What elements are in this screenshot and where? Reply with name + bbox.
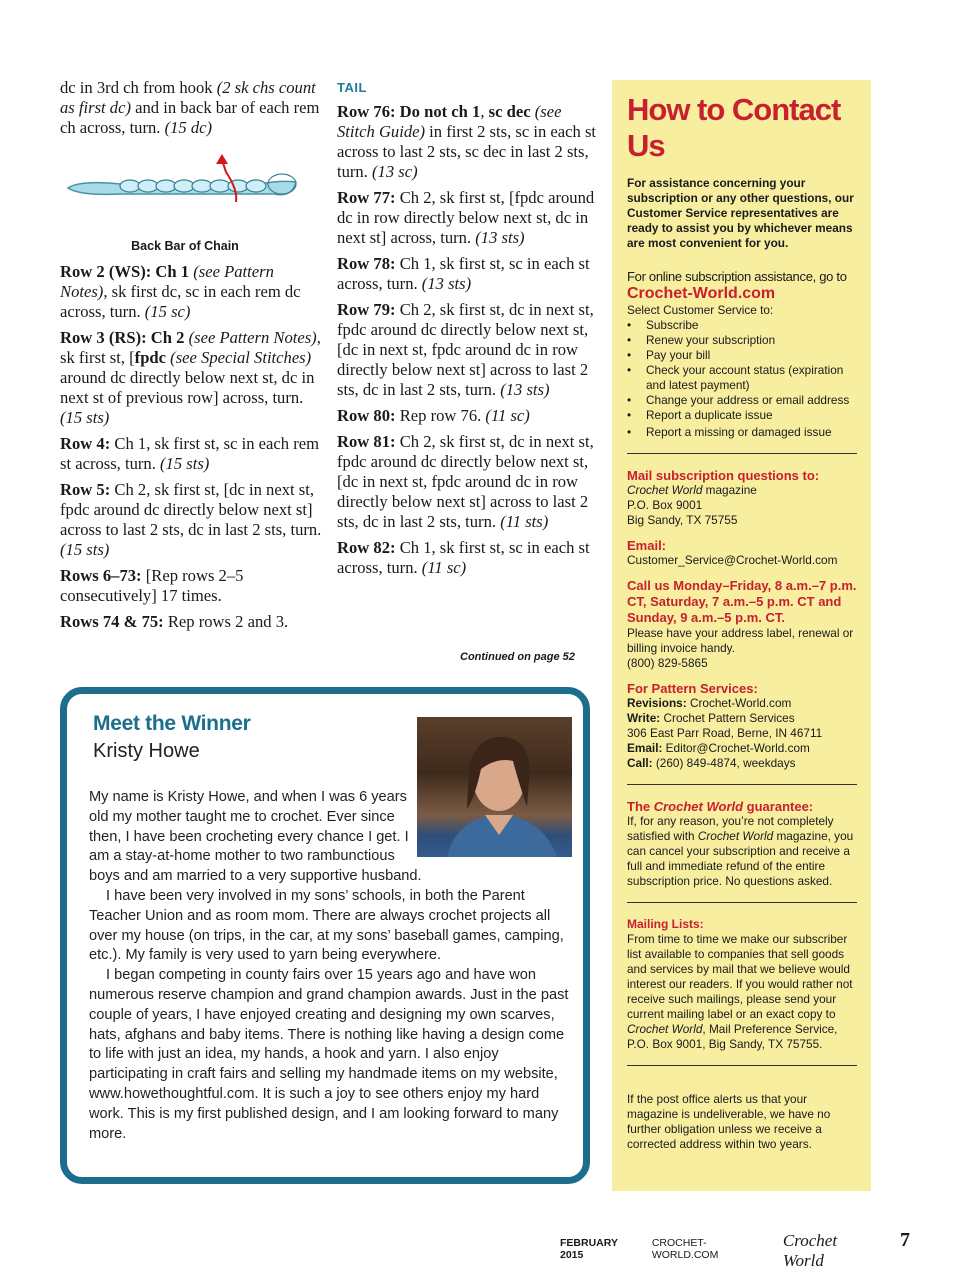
figure-caption: Back Bar of Chain [131, 239, 239, 253]
label: Call: [627, 756, 653, 770]
call-section [627, 578, 857, 671]
service-options [627, 318, 857, 440]
winner-title: Meet the Winner [93, 712, 251, 735]
text: If, for any reason, you’re not completely satisfied with [627, 814, 834, 843]
winner-bio [89, 788, 571, 1144]
call-heading: Call us Monday–Friday, 8 a.m.–7 p.m. CT, Saturday, 7 a.m.–5 p.m. CT and Sunday, 9 a.m.–5 p.m. CT. [627, 578, 857, 625]
row-2 [60, 262, 322, 322]
divider [627, 784, 857, 785]
rows-74-75 [60, 612, 322, 632]
row-text: [Rep rows 2–5 consecutively] 17 times. [60, 566, 244, 605]
row-label: Row 3 (RS): Ch 2 [60, 328, 185, 347]
row-label: Rows 74 & 75: [60, 612, 164, 631]
label: Write: [627, 711, 661, 725]
value: Crochet Pattern Services [660, 711, 795, 725]
list-item: • Change your address or email address [627, 393, 857, 408]
back-bar-of-chain-illustration [60, 150, 322, 240]
text: From time to time we make our subscriber list available to companies that sell goods and services by mail that we believe would interest our readers. If you would rather not receive such mailings, please send your current mailing label or an exact copy to [627, 932, 853, 1021]
row-label: Row 82: [337, 538, 396, 557]
mag-title: Crochet World [627, 483, 703, 497]
row-count: (13 sts) [500, 380, 550, 399]
row-text: , sk first st, [ [60, 328, 321, 367]
pattern-call-line [627, 756, 857, 771]
row-label: Row 5: [60, 480, 111, 499]
value: (260) 849-4874, weekdays [652, 756, 796, 770]
row-text: Ch 1, sk first st, sc in each st across, turn. [337, 538, 590, 577]
row-italic: (see Special Stitches) [166, 348, 312, 367]
row-count: (11 sc) [421, 558, 467, 577]
sidebar-title: How to Contact Us [627, 92, 841, 163]
divider [627, 453, 857, 454]
pattern-heading: For Pattern Services: [627, 681, 758, 696]
list-item: • Report a missing or damaged issue [627, 425, 857, 440]
post-office-note: If the post office alerts us that your magazine is undeliverable, we have no further obligation unless we receive a corrected address within two years. [627, 1092, 831, 1151]
text: , Mail Preference Service, P.O. Box 9001, Big Sandy, TX 75755. [627, 1022, 838, 1051]
contact-sidebar [612, 80, 871, 1191]
row-label: Row 79: [337, 300, 396, 319]
label: Revisions: [627, 696, 687, 710]
row-text: Ch 2, sk first st, [dc in next st, fpdc around dc directly below next st] across to last 2 sts, dc in last 2 sts, turn. [60, 480, 322, 539]
row-label: Row 78: [337, 254, 396, 273]
sidebar-intro: For assistance concerning your subscription or any other questions, our Customer Service representatives are ready to assist you by whichever means are most convenient for you. [627, 176, 854, 250]
row-text: in first 2 sts, sc in each st across to last 2 sts, sc dec in last 2 sts, turn. [337, 122, 597, 181]
rows-6-73 [60, 566, 322, 606]
text: magazine, you can cancel your subscription and receive a full and immediate refund of the entire subscription price. No questions asked. [627, 829, 854, 888]
continued-note: Continued on page 52 [460, 651, 575, 663]
mag-title: Crochet World [627, 1022, 703, 1036]
page-number: 7 [900, 1229, 910, 1251]
guarantee-section [627, 799, 857, 889]
bio-paragraph: I have been very involved in my sons’ schools, in both the Parent Teacher Union and as room mom. There are always crochet projects all over my house (on trips, in the car, at my sons’ baseball games, camping, etc.). My family is very used to yarn being everywhere. [89, 887, 564, 964]
online-label: For online subscription assistance, go to [627, 269, 847, 284]
row-80 [337, 406, 599, 426]
guarantee-text [627, 814, 857, 889]
row-82 [337, 538, 599, 578]
text: The [627, 799, 654, 814]
list-item: • Report a duplicate issue [627, 408, 857, 423]
intro-text [60, 78, 322, 138]
winner-name: Kristy Howe [93, 740, 200, 762]
list-item: • Subscribe [627, 318, 857, 333]
row-text: Rep row 76. [395, 406, 486, 425]
row-3 [60, 328, 322, 428]
mail-section [627, 468, 857, 528]
row-text: Ch 1, sk first st, sc in each st across, turn. [337, 254, 590, 293]
email-heading: Email: [627, 538, 667, 553]
row-label: Row 81: [337, 432, 396, 451]
call-text: Please have your address label, renewal or billing invoice handy. [627, 626, 854, 655]
mag-title: Crochet World [653, 799, 744, 814]
label: Email: [627, 741, 663, 755]
row-text: Ch 2, sk first st, dc in next st, fpdc around dc directly below next st, [dc in next st, fpdc around dc in row directly below next st] across to last 2 sts, dc in last 2 sts, turn. [337, 300, 594, 399]
email-section [627, 538, 857, 568]
row-label: Row 2 (WS): Ch 1 [60, 262, 190, 281]
list-item: • Renew your subscription [627, 333, 857, 348]
row-label: Rows 6–73: [60, 566, 142, 585]
intro-b: and in back bar of each rem ch across, turn. [60, 98, 320, 137]
call-phone: (800) 829-5865 [627, 656, 708, 670]
mail-box: P.O. Box 9001 [627, 498, 703, 512]
guarantee-heading [627, 799, 857, 814]
row-label: Row 77: [337, 188, 396, 207]
lists-heading: Mailing Lists: [627, 917, 704, 931]
write-address: 306 East Parr Road, Berne, IN 46711 [627, 726, 823, 740]
pattern-column-2 [337, 78, 599, 584]
row-text: around dc directly below next st, dc in next st of previous row] across, turn. [60, 368, 315, 407]
mail-mag-line [627, 483, 857, 498]
text: guarantee: [743, 799, 814, 814]
row-79 [337, 300, 599, 400]
row-77 [337, 188, 599, 248]
mag-suffix: magazine [702, 483, 757, 497]
row-italic: (see Pattern Notes) [60, 262, 274, 301]
issue-date: FEBRUARY 2015 [560, 1237, 618, 1261]
row-text: Ch 2, sk first st, dc in next st, fpdc around dc directly below next st, [dc in next st, fpdc around dc in row directly below next st] across to last 2 sts, dc in last 2 sts, turn. [337, 432, 594, 531]
divider [627, 902, 857, 903]
magazine-name: Crochet World [782, 1231, 838, 1270]
divider [627, 1065, 857, 1066]
row-count: (15 sc) [144, 302, 191, 321]
page-footer [560, 1229, 910, 1271]
row-count: (13 sc) [372, 162, 418, 181]
write-line [627, 711, 857, 726]
site-link[interactable]: Crochet-World.com [627, 285, 776, 302]
row-italic: (see Stitch Guide) [337, 102, 562, 141]
row-bold: fpdc [134, 348, 167, 367]
value: Crochet-World.com [686, 696, 792, 710]
mailing-lists-section [627, 917, 857, 1052]
row-text: Rep rows 2 and 3. [163, 612, 289, 631]
email-address[interactable]: Customer_Service@Crochet-World.com [627, 553, 838, 567]
row-count: (11 sc) [485, 406, 530, 425]
mail-city: Big Sandy, TX 75755 [627, 513, 738, 527]
row-count: (15 sts) [160, 454, 210, 473]
row-text: , [480, 102, 489, 121]
row-count: (15 sts) [60, 540, 110, 559]
bio-paragraph: I began competing in county fairs over 15 years ago and have won numerous reserve champion and grand champion awards. Just in the past couple of years, I have enjoyed creating and designing my own scarves, hats, afghans and baby items. There is nothing like having a design come to life with just an idea, my hands, a hook and yarn. I also enjoy participating in craft fairs and selling my handmade items on my website, www.howethoughtful.com. It is such a joy to see others enjoy my hard work. This is my first published design, and I am looking forward to many more. [89, 967, 569, 1142]
pattern-email-line [627, 741, 857, 756]
row-text: Ch 2, sk first st, [fpdc around dc in row directly below next st, dc in next st] across, turn. [337, 188, 595, 247]
row-italic: (see Pattern Notes) [184, 328, 317, 347]
list-item: • Check your account status (expiration and latest payment) [627, 363, 857, 393]
meet-the-winner-box [60, 687, 590, 1184]
row-count: (15 sts) [60, 408, 110, 427]
row-text: Ch 1, sk first st, sc in each rem st across, turn. [60, 434, 320, 473]
mail-heading: Mail subscription questions to: [627, 468, 820, 483]
tail-heading: TAIL [337, 80, 367, 95]
row-4 [60, 434, 322, 474]
row-bold: sc dec [488, 102, 531, 121]
pattern-services [627, 681, 857, 771]
select-label: Select Customer Service to: [627, 303, 774, 317]
row-label: Row 4: [60, 434, 111, 453]
intro-a-italic: (2 sk chs count as first dc) [60, 78, 316, 117]
row-count: (13 sts) [421, 274, 472, 293]
row-label: Row 80: [337, 406, 396, 425]
intro-b-italic: (15 dc) [164, 118, 213, 137]
lists-text [627, 932, 857, 1052]
mag-title: Crochet World [697, 829, 774, 843]
list-item: • Pay your bill [627, 348, 857, 363]
row-81 [337, 432, 599, 532]
row-76 [337, 102, 599, 182]
value: Editor@Crochet-World.com [662, 741, 810, 755]
revisions-line [627, 696, 857, 711]
footer-site: CROCHET-WORLD.COM [651, 1237, 719, 1261]
pattern-column-1 [60, 78, 322, 144]
intro-a: dc in 3rd ch from hook [60, 78, 217, 97]
row-78 [337, 254, 599, 294]
row-text: , sk first dc, sc in each rem dc across, turn. [60, 282, 301, 321]
bio-paragraph: My name is Kristy Howe, and when I was 6 years old my mother taught me to crochet. Ever since then, I have been crocheting every chance I get. I am a stay-at-home mother to two rambunctious boys and am married to a very supportive husband. [89, 789, 422, 885]
row-5 [60, 480, 322, 560]
row-count: (11 sts) [500, 512, 549, 531]
col1-rows [60, 262, 322, 638]
row-count: (13 sts) [475, 228, 525, 247]
row-label: Row 76: Do not ch 1 [337, 102, 481, 121]
